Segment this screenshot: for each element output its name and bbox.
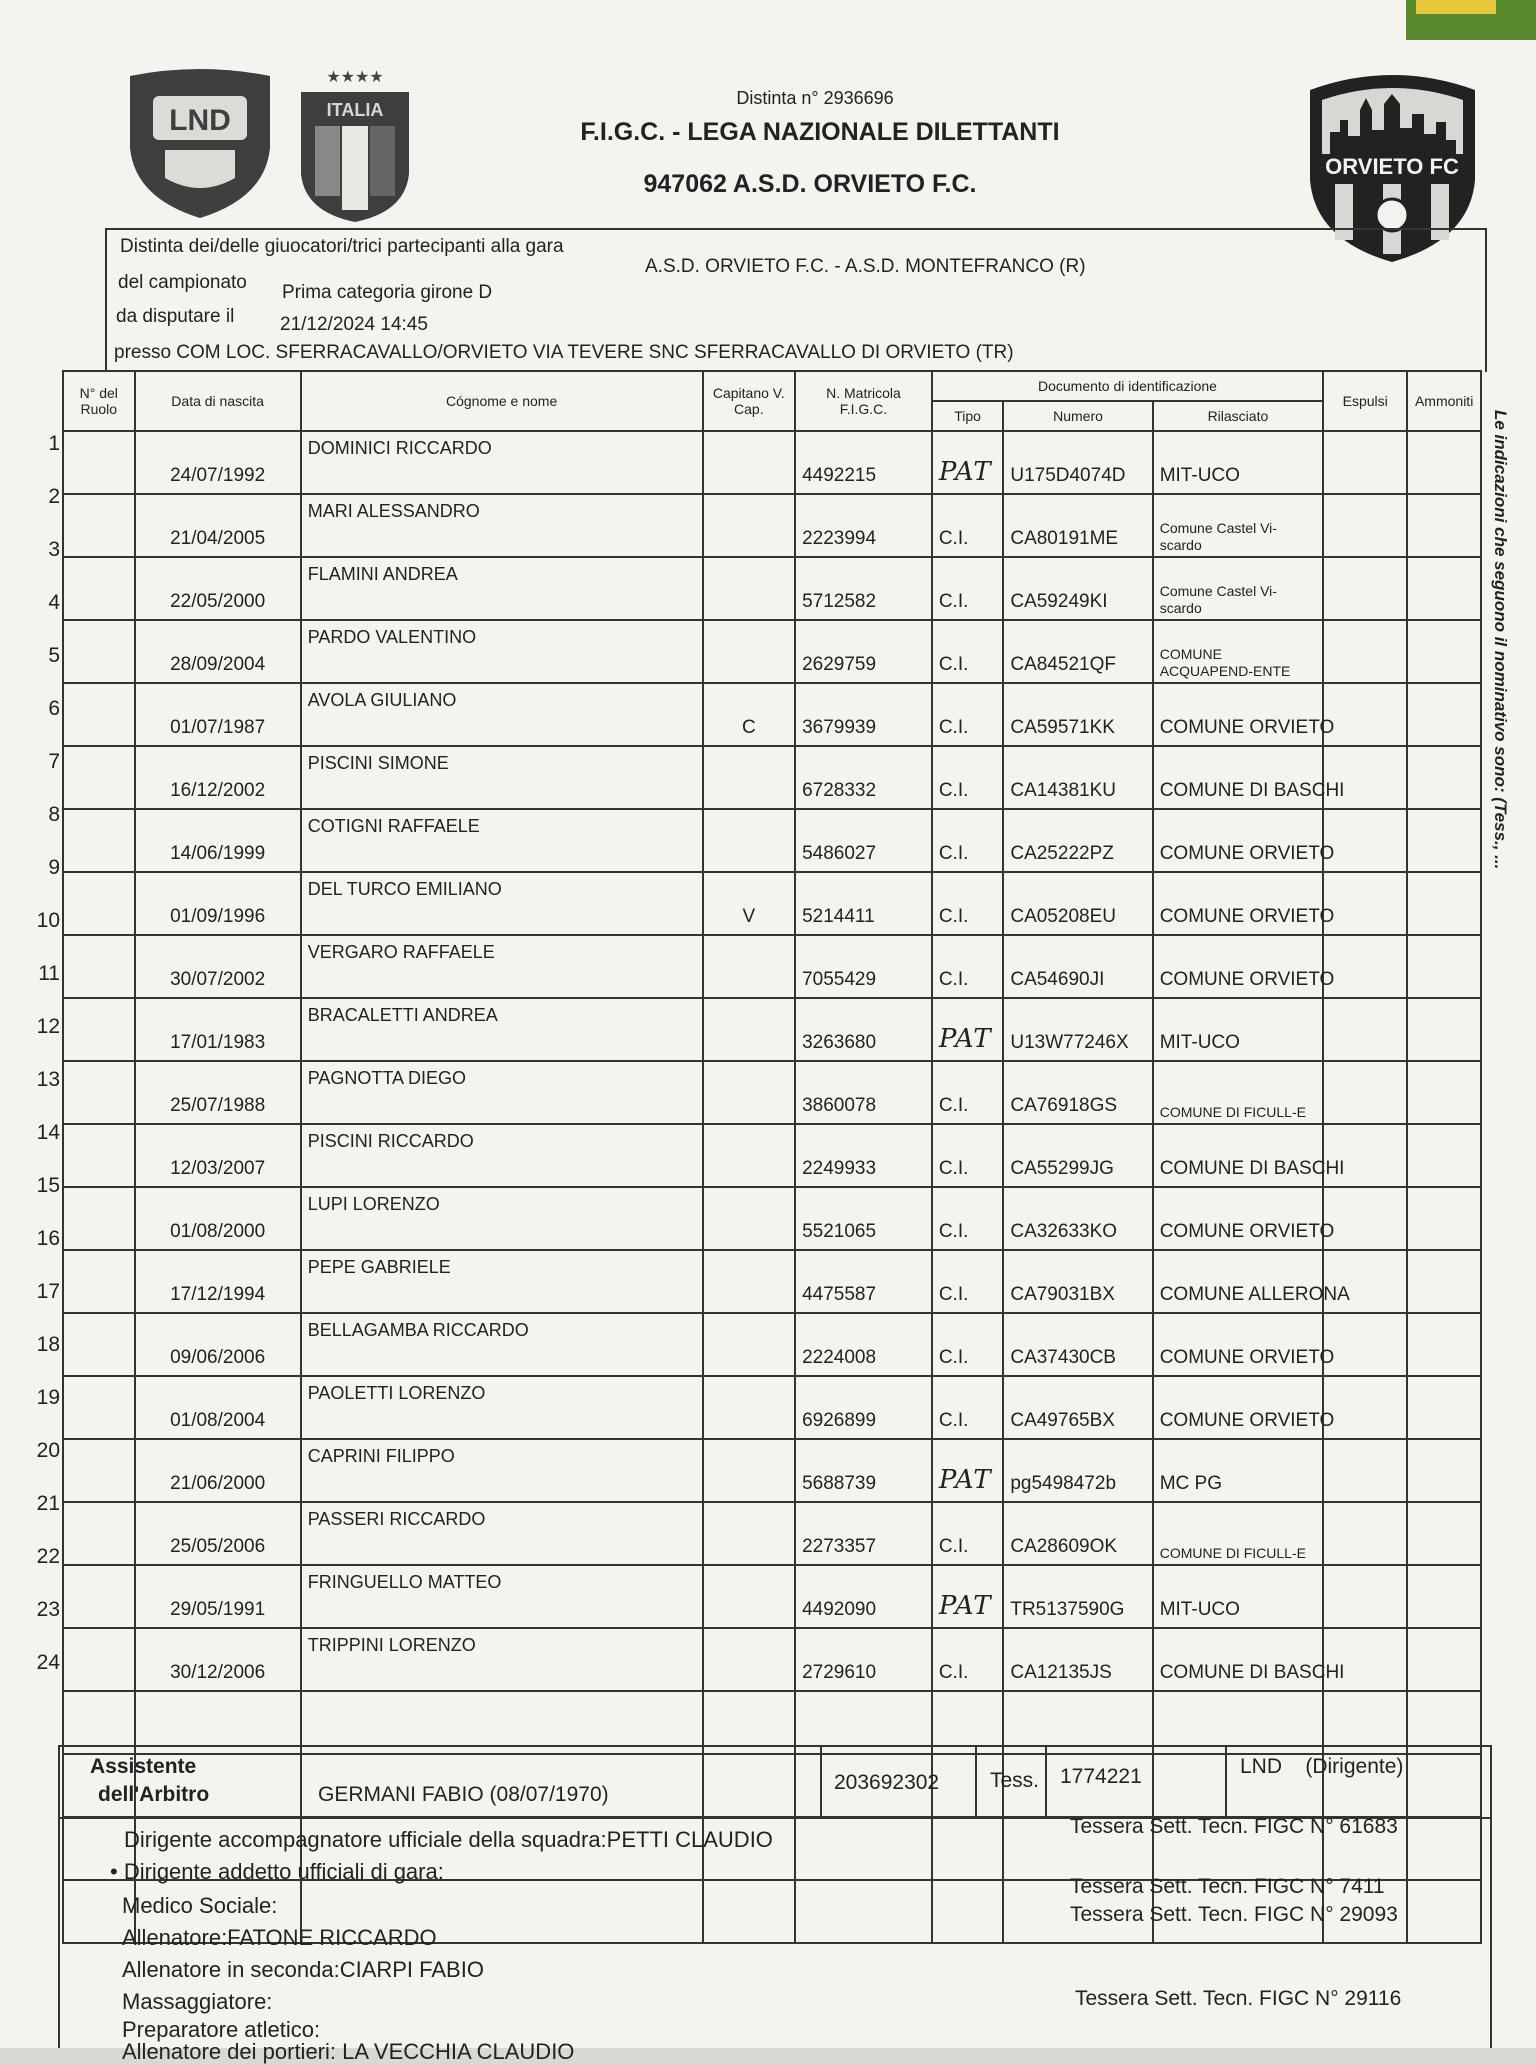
- orvieto-fc-logo-text: ORVIETO FC: [1325, 154, 1459, 179]
- col-ammoniti: Ammoniti: [1407, 371, 1481, 431]
- birth-date: 12/03/2007: [135, 1124, 301, 1187]
- ruolo-cell: [63, 1250, 135, 1313]
- issued-by: MC PG: [1153, 1439, 1323, 1502]
- table-row: [63, 872, 1481, 935]
- ammoniti-cell: [1407, 683, 1481, 746]
- captain-mark: [703, 1187, 796, 1250]
- italia-logo: [295, 64, 415, 224]
- captain-mark: [703, 1313, 796, 1376]
- document-number: CA59249KI: [1003, 557, 1152, 620]
- document-type: C.I.: [932, 1124, 1004, 1187]
- issued-by: COMUNE ORVIETO: [1153, 809, 1323, 872]
- document-number: CA37430CB: [1003, 1313, 1152, 1376]
- document-number: pg5498472b: [1003, 1439, 1152, 1502]
- assistant-row: [58, 1745, 1492, 1819]
- ammoniti-cell: [1407, 746, 1481, 809]
- player-name: FRINGUELLO MATTEO: [301, 1565, 703, 1628]
- staff-massaggiatore: Massaggiatore:: [122, 1989, 273, 2014]
- distinta-number: Distinta n° 2936696: [736, 88, 894, 108]
- row-number: 15: [36, 1174, 60, 1197]
- captain-mark: C: [703, 683, 796, 746]
- issued-by: MIT-UCO: [1153, 431, 1323, 494]
- player-name: LUPI LORENZO: [301, 1187, 703, 1250]
- federation-title: F.I.G.C. - LEGA NAZIONALE DILETTANTI: [580, 118, 1060, 146]
- staff-preparatore: Preparatore atletico:: [122, 2017, 321, 2042]
- birth-date: 30/07/2002: [135, 935, 301, 998]
- ruolo-cell: [63, 872, 135, 935]
- staff-addetto-text: Dirigente addetto ufficiali di gara:: [123, 1859, 444, 1884]
- row-number: 5: [48, 644, 60, 667]
- issued-by: COMUNE DI FICULL-E: [1153, 1502, 1323, 1565]
- espulsi-cell: [1323, 1313, 1407, 1376]
- row-number: 4: [48, 591, 60, 614]
- document-number: CA32633KO: [1003, 1187, 1152, 1250]
- ruolo-cell: [63, 1313, 135, 1376]
- issued-by: COMUNE ACQUAPEND-ENTE: [1153, 620, 1323, 683]
- table-row: [63, 494, 1481, 557]
- captain-mark: [703, 1061, 796, 1124]
- matricola: 5712582: [795, 557, 932, 620]
- row-number: 8: [48, 803, 60, 826]
- player-name: VERGARO RAFFAELE: [301, 935, 703, 998]
- assistant-number: 203692302: [834, 1771, 940, 1794]
- document-number: CA54690JI: [1003, 935, 1152, 998]
- ammoniti-cell: [1407, 494, 1481, 557]
- ammoniti-cell: [1407, 1376, 1481, 1439]
- championship: Prima categoria girone D: [282, 282, 493, 303]
- birth-date: 21/06/2000: [135, 1439, 301, 1502]
- info-line2-label: del campionato: [118, 272, 247, 293]
- issued-by: COMUNE ORVIETO: [1153, 683, 1323, 746]
- assistant-role: LND (Dirigente): [1240, 1755, 1404, 1778]
- matricola: 3263680: [795, 998, 932, 1061]
- table-row: [63, 557, 1481, 620]
- ruolo-cell: [63, 557, 135, 620]
- document-type: C.I.: [932, 683, 1004, 746]
- assistant-tess: 1774221: [1060, 1765, 1142, 1788]
- captain-mark: [703, 935, 796, 998]
- birth-date: 21/04/2005: [135, 494, 301, 557]
- birth-date: 30/12/2006: [135, 1628, 301, 1691]
- ruolo-cell: [63, 431, 135, 494]
- table-row: [63, 935, 1481, 998]
- ruolo-cell: [63, 1061, 135, 1124]
- birth-date: 01/08/2004: [135, 1376, 301, 1439]
- staff-accompagnatore: Dirigente accompagnatore ufficiale della squadra:PETTI CLAUDIO: [124, 1827, 773, 1852]
- matricola: 2273357: [795, 1502, 932, 1565]
- document-number: CA25222PZ: [1003, 809, 1152, 872]
- birth-date: 14/06/1999: [135, 809, 301, 872]
- table-row: [63, 1313, 1481, 1376]
- row-number: 12: [36, 1015, 60, 1038]
- ammoniti-cell: [1407, 1313, 1481, 1376]
- matricola: 3679939: [795, 683, 932, 746]
- table-row: [63, 620, 1481, 683]
- issued-by: COMUNE ALLERONA: [1153, 1250, 1323, 1313]
- ammoniti-cell: [1407, 1250, 1481, 1313]
- ruolo-cell: [63, 1502, 135, 1565]
- document-number: U175D4074D: [1003, 431, 1152, 494]
- staff-tessera-1: Tessera Sett. Tecn. FIGC N° 61683: [1070, 1815, 1398, 1838]
- footer-staff: [58, 1815, 1492, 2064]
- ammoniti-cell: [1407, 998, 1481, 1061]
- ammoniti-cell: [1407, 1124, 1481, 1187]
- captain-mark: V: [703, 872, 796, 935]
- birth-date: 24/07/1992: [135, 431, 301, 494]
- player-name: MARI ALESSANDRO: [301, 494, 703, 557]
- ruolo-cell: [63, 1628, 135, 1691]
- birth-date: 09/06/2006: [135, 1313, 301, 1376]
- document-type: C.I.: [932, 1250, 1004, 1313]
- row-number: 13: [36, 1068, 60, 1091]
- captain-mark: [703, 1502, 796, 1565]
- ruolo-cell: [63, 683, 135, 746]
- ammoniti-cell: [1407, 1565, 1481, 1628]
- player-name: PISCINI SIMONE: [301, 746, 703, 809]
- issued-by: COMUNE ORVIETO: [1153, 1376, 1323, 1439]
- table-row: [63, 1124, 1481, 1187]
- ruolo-cell: [63, 935, 135, 998]
- espulsi-cell: [1323, 1376, 1407, 1439]
- row-number: 2: [48, 485, 60, 508]
- row-number: 10: [36, 909, 60, 932]
- matricola: 5521065: [795, 1187, 932, 1250]
- ruolo-cell: [63, 494, 135, 557]
- col-nome: Cógnome e nome: [301, 371, 703, 431]
- document-number: CA59571KK: [1003, 683, 1152, 746]
- captain-mark: [703, 1439, 796, 1502]
- ammoniti-cell: [1407, 1439, 1481, 1502]
- ruolo-cell: [63, 746, 135, 809]
- espulsi-cell: [1323, 1502, 1407, 1565]
- svg-text:★★★★: ★★★★: [326, 69, 384, 86]
- birth-date: 29/05/1991: [135, 1565, 301, 1628]
- player-name: COTIGNI RAFFAELE: [301, 809, 703, 872]
- table-row: [63, 746, 1481, 809]
- matricola: 3860078: [795, 1061, 932, 1124]
- captain-mark: [703, 1565, 796, 1628]
- birth-date: 25/07/1988: [135, 1061, 301, 1124]
- ammoniti-cell: [1407, 431, 1481, 494]
- document-number: CA14381KU: [1003, 746, 1152, 809]
- assistant-label-1: Assistente: [90, 1755, 197, 1778]
- ammoniti-cell: [1407, 1187, 1481, 1250]
- captain-mark: [703, 557, 796, 620]
- birth-date: 22/05/2000: [135, 557, 301, 620]
- captain-mark: [703, 1124, 796, 1187]
- birth-date: 17/12/1994: [135, 1250, 301, 1313]
- espulsi-cell: [1323, 557, 1407, 620]
- player-name: CAPRINI FILIPPO: [301, 1439, 703, 1502]
- matricola: 2224008: [795, 1313, 932, 1376]
- document-type: PAT: [932, 998, 1004, 1061]
- document-type: C.I.: [932, 1628, 1004, 1691]
- table-row: [63, 1250, 1481, 1313]
- birth-date: 16/12/2002: [135, 746, 301, 809]
- row-number: 6: [48, 697, 60, 720]
- player-name: PARDO VALENTINO: [301, 620, 703, 683]
- matricola: 4492215: [795, 431, 932, 494]
- birth-date: 17/01/1983: [135, 998, 301, 1061]
- birth-date: 01/09/1996: [135, 872, 301, 935]
- player-name: TRIPPINI LORENZO: [301, 1628, 703, 1691]
- matricola: 6728332: [795, 746, 932, 809]
- captain-mark: [703, 1250, 796, 1313]
- document-type: C.I.: [932, 620, 1004, 683]
- staff-tessera-2: Tessera Sett. Tecn. FIGC N° 7411: [1070, 1875, 1385, 1898]
- table-header-row: [63, 371, 1481, 401]
- document-number: CA55299JG: [1003, 1124, 1152, 1187]
- row-number: 14: [36, 1121, 60, 1144]
- col-capitano: Capitano V. Cap.: [703, 371, 796, 431]
- document-type: C.I.: [932, 746, 1004, 809]
- table-row: [63, 1187, 1481, 1250]
- info-line3-label: da disputare il: [116, 306, 235, 327]
- row-number: 24: [36, 1651, 60, 1674]
- col-espulsi: Espulsi: [1323, 371, 1407, 431]
- espulsi-cell: [1323, 1439, 1407, 1502]
- document-type: C.I.: [932, 1313, 1004, 1376]
- club-title: 947062 A.S.D. ORVIETO F.C.: [643, 170, 977, 198]
- issued-by: MIT-UCO: [1153, 998, 1323, 1061]
- background-yellow: [1416, 0, 1496, 14]
- captain-mark: [703, 431, 796, 494]
- table-row: [63, 1565, 1481, 1628]
- document-number: CA05208EU: [1003, 872, 1152, 935]
- ruolo-cell: [63, 1124, 135, 1187]
- document-type: PAT: [932, 1439, 1004, 1502]
- birth-date: 25/05/2006: [135, 1502, 301, 1565]
- matricola: 5688739: [795, 1439, 932, 1502]
- matricola: 4475587: [795, 1250, 932, 1313]
- document-number: CA80191ME: [1003, 494, 1152, 557]
- captain-mark: [703, 809, 796, 872]
- player-name: FLAMINI ANDREA: [301, 557, 703, 620]
- match-datetime: 21/12/2024 14:45: [280, 314, 428, 335]
- lnd-logo-text: LND: [169, 104, 231, 137]
- document-number: U13W77246X: [1003, 998, 1152, 1061]
- matricola: 6926899: [795, 1376, 932, 1439]
- issued-by: COMUNE ORVIETO: [1153, 1313, 1323, 1376]
- row-number: 11: [38, 962, 60, 985]
- col-ruolo: N° del Ruolo: [63, 371, 135, 431]
- assistant-label-2: dell'Arbitro: [98, 1783, 210, 1806]
- captain-mark: [703, 746, 796, 809]
- issued-by: COMUNE DI FICULL-E: [1153, 1061, 1323, 1124]
- table-row: [63, 809, 1481, 872]
- document-type: C.I.: [932, 557, 1004, 620]
- row-number: 3: [48, 538, 60, 561]
- side-note: Le indicazioni che seguono il nominativo sono: (Tess., ...: [1491, 410, 1510, 870]
- matricola: 7055429: [795, 935, 932, 998]
- row-number: 23: [36, 1598, 60, 1621]
- staff-tessera-3: Tessera Sett. Tecn. FIGC N° 29093: [1070, 1903, 1398, 1926]
- birth-date: 28/09/2004: [135, 620, 301, 683]
- espulsi-cell: [1323, 935, 1407, 998]
- ruolo-cell: [63, 620, 135, 683]
- matricola: 4492090: [795, 1565, 932, 1628]
- player-name: BRACALETTI ANDREA: [301, 998, 703, 1061]
- document-type: C.I.: [932, 809, 1004, 872]
- espulsi-cell: [1323, 809, 1407, 872]
- issued-by: COMUNE DI BASCHI: [1153, 1124, 1323, 1187]
- document-type: C.I.: [932, 1376, 1004, 1439]
- espulsi-cell: [1323, 494, 1407, 557]
- staff-portieri: Allenatore dei portieri: LA VECCHIA CLAUDIO: [122, 2039, 575, 2064]
- document-number: CA28609OK: [1003, 1502, 1152, 1565]
- issued-by: COMUNE ORVIETO: [1153, 1187, 1323, 1250]
- row-number: 1: [48, 432, 60, 455]
- assistant-name: GERMANI FABIO (08/07/1970): [318, 1783, 609, 1806]
- ammoniti-cell: [1407, 1502, 1481, 1565]
- espulsi-cell: [1323, 1061, 1407, 1124]
- row-number: 22: [36, 1545, 60, 1568]
- ammoniti-cell: [1407, 935, 1481, 998]
- document-type: PAT: [932, 431, 1004, 494]
- captain-mark: [703, 494, 796, 557]
- issued-by: Comune Castel Vi-scardo: [1153, 494, 1323, 557]
- italia-logo-text: ITALIA: [326, 100, 384, 120]
- espulsi-cell: [1323, 620, 1407, 683]
- player-name: DOMINICI RICCARDO: [301, 431, 703, 494]
- row-number: 9: [48, 856, 60, 879]
- ruolo-cell: [63, 1565, 135, 1628]
- players-table: [62, 370, 1482, 1944]
- issued-by: COMUNE ORVIETO: [1153, 872, 1323, 935]
- issued-by: Comune Castel Vi-scardo: [1153, 557, 1323, 620]
- ruolo-cell: [63, 1439, 135, 1502]
- player-name: PAOLETTI LORENZO: [301, 1376, 703, 1439]
- row-number: 21: [36, 1492, 60, 1515]
- staff-medico: Medico Sociale:: [122, 1893, 278, 1918]
- staff-addetto: • Dirigente addetto ufficiali di gara:: [110, 1859, 444, 1884]
- table-row: [63, 1439, 1481, 1502]
- document-type: C.I.: [932, 1061, 1004, 1124]
- captain-mark: [703, 1628, 796, 1691]
- espulsi-cell: [1323, 872, 1407, 935]
- staff-tessera-4: Tessera Sett. Tecn. FIGC N° 29116: [1075, 1987, 1402, 2010]
- espulsi-cell: [1323, 1565, 1407, 1628]
- espulsi-cell: [1323, 1187, 1407, 1250]
- issued-by: COMUNE DI BASCHI: [1153, 746, 1323, 809]
- venue: presso COM LOC. SFERRACAVALLO/ORVIETO VIA TEVERE SNC SFERRACAVALLO DI ORVIETO (TR): [114, 342, 1014, 363]
- document-number: CA84521QF: [1003, 620, 1152, 683]
- ammoniti-cell: [1407, 1061, 1481, 1124]
- ammoniti-cell: [1407, 557, 1481, 620]
- document-type: C.I.: [932, 872, 1004, 935]
- document-type: PAT: [932, 1565, 1004, 1628]
- match-name: A.S.D. ORVIETO F.C. - A.S.D. MONTEFRANCO (R): [645, 256, 1086, 277]
- row-number: 17: [36, 1280, 60, 1303]
- matricola: 2729610: [795, 1628, 932, 1691]
- table-row: [63, 1061, 1481, 1124]
- document-number: CA12135JS: [1003, 1628, 1152, 1691]
- matricola: 5486027: [795, 809, 932, 872]
- row-number: 7: [48, 750, 60, 773]
- captain-mark: [703, 998, 796, 1061]
- player-name: BELLAGAMBA RICCARDO: [301, 1313, 703, 1376]
- row-number: 18: [36, 1333, 60, 1356]
- col-tipo: Tipo: [932, 401, 1004, 431]
- document-number: CA49765BX: [1003, 1376, 1152, 1439]
- row-number: 16: [36, 1227, 60, 1250]
- document-number: CA76918GS: [1003, 1061, 1152, 1124]
- ammoniti-cell: [1407, 620, 1481, 683]
- col-nascita: Data di nascita: [135, 371, 301, 431]
- ammoniti-cell: [1407, 1628, 1481, 1691]
- staff-allenatore-seconda: Allenatore in seconda:CIARPI FABIO: [122, 1957, 484, 1982]
- table-row: [63, 1628, 1481, 1691]
- ruolo-cell: [63, 1376, 135, 1439]
- document-number: TR5137590G: [1003, 1565, 1152, 1628]
- captain-mark: [703, 620, 796, 683]
- table-row: [63, 683, 1481, 746]
- staff-allenatore: Allenatore:FATONE RICCARDO: [122, 1925, 437, 1950]
- player-name: PAGNOTTA DIEGO: [301, 1061, 703, 1124]
- ammoniti-cell: [1407, 809, 1481, 872]
- col-numero: Numero: [1003, 401, 1152, 431]
- row-number: 20: [36, 1439, 60, 1462]
- espulsi-cell: [1323, 998, 1407, 1061]
- player-name: PASSERI RICCARDO: [301, 1502, 703, 1565]
- player-name: PEPE GABRIELE: [301, 1250, 703, 1313]
- player-name: AVOLA GIULIANO: [301, 683, 703, 746]
- table-row: [63, 998, 1481, 1061]
- espulsi-cell: [1323, 431, 1407, 494]
- table-row: [63, 1502, 1481, 1565]
- ruolo-cell: [63, 998, 135, 1061]
- col-documento: Documento di identificazione: [932, 371, 1323, 401]
- ruolo-cell: [63, 1187, 135, 1250]
- col-matricola: N. Matricola F.I.G.C.: [795, 371, 932, 431]
- document-number: CA79031BX: [1003, 1250, 1152, 1313]
- player-name: DEL TURCO EMILIANO: [301, 872, 703, 935]
- document-type: C.I.: [932, 1502, 1004, 1565]
- matricola: 5214411: [795, 872, 932, 935]
- col-rilasciato: Rilasciato: [1153, 401, 1323, 431]
- document-type: C.I.: [932, 494, 1004, 557]
- espulsi-cell: [1323, 683, 1407, 746]
- assistant-tess-label: Tess.: [990, 1769, 1040, 1792]
- info-line1-label: Distinta dei/delle giuocatori/trici partecipanti alla gara: [120, 236, 564, 257]
- ruolo-cell: [63, 809, 135, 872]
- table-row: [63, 431, 1481, 494]
- lnd-logo: [125, 68, 275, 220]
- player-name: PISCINI RICCARDO: [301, 1124, 703, 1187]
- matricola: 2629759: [795, 620, 932, 683]
- birth-date: 01/08/2000: [135, 1187, 301, 1250]
- issued-by: COMUNE ORVIETO: [1153, 935, 1323, 998]
- issued-by: COMUNE DI BASCHI: [1153, 1628, 1323, 1691]
- document-type: C.I.: [932, 935, 1004, 998]
- birth-date: 01/07/1987: [135, 683, 301, 746]
- matricola: 2249933: [795, 1124, 932, 1187]
- table-row: [63, 1376, 1481, 1439]
- captain-mark: [703, 1376, 796, 1439]
- ammoniti-cell: [1407, 872, 1481, 935]
- matricola: 2223994: [795, 494, 932, 557]
- document-type: C.I.: [932, 1187, 1004, 1250]
- row-number: 19: [36, 1386, 60, 1409]
- issued-by: MIT-UCO: [1153, 1565, 1323, 1628]
